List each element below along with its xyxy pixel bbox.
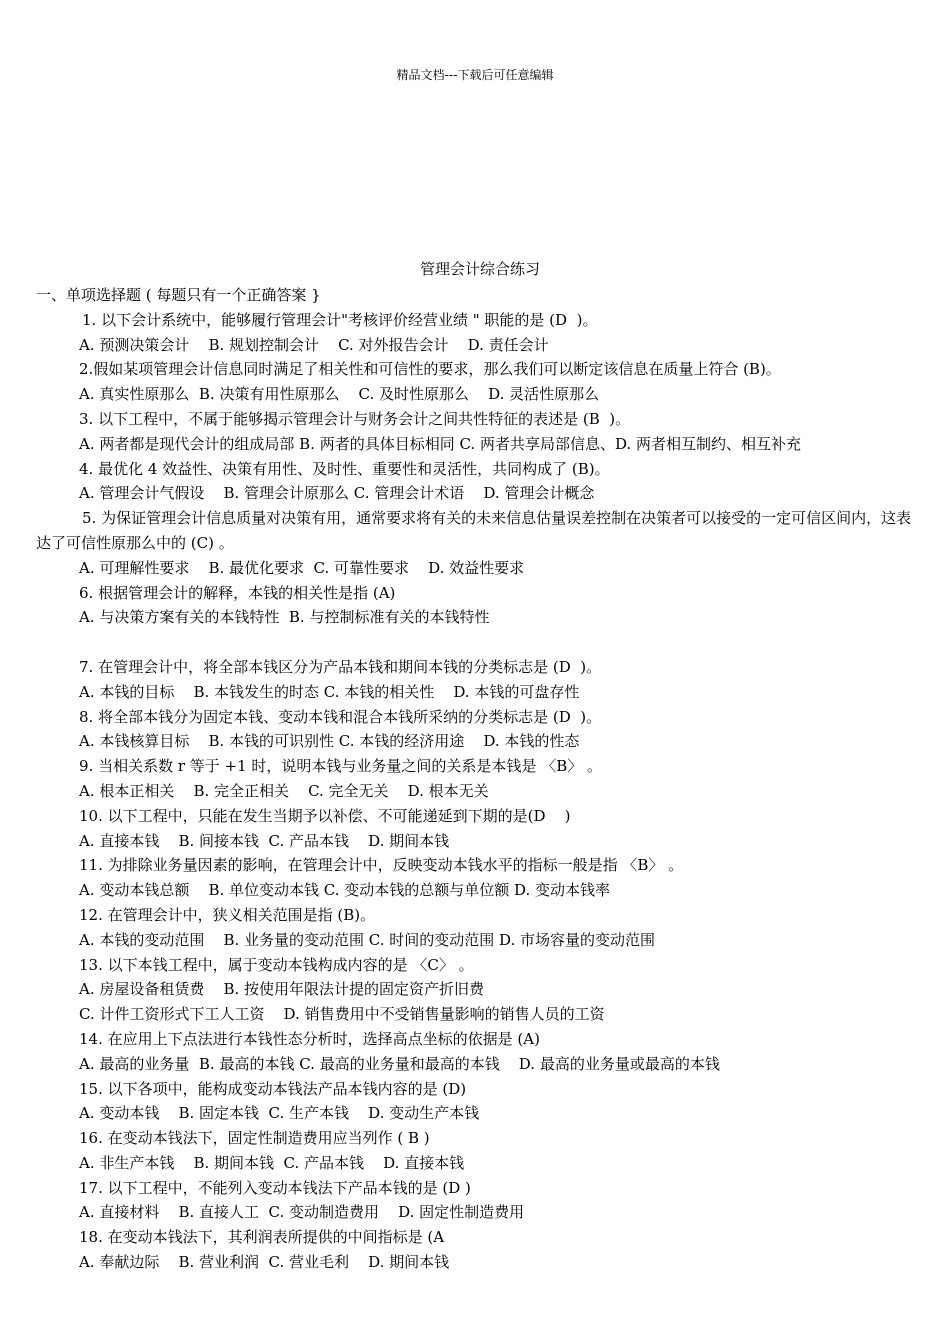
question-paragraph: 5. 为保证管理会计信息质量对决策有用，通常要求将有关的未来信息估量误差控制在决策者可以接受的一定可信区间内，这表达了可信性原那么中的 (C) 。: [36, 509, 912, 552]
question-line: 12. 在管理会计中，狭义相关范围是指 (B)。: [79, 905, 376, 924]
answer-options: A. 直接材料 B. 直接人工 C. 变动制造费用 D. 固定性制造费用: [79, 1203, 525, 1222]
answer-options: A. 真实性原那么 B. 决策有用性原那么 C. 及时性原那么 D. 灵活性原那么: [79, 385, 600, 404]
answer-options: A. 预测决策会计 B. 规划控制会计 C. 对外报告会计 D. 责任会计: [79, 335, 549, 354]
answer-options: A. 管理会计气假设 B. 管理会计原那么 C. 管理会计术语 D. 管理会计概念: [79, 484, 595, 503]
question-line: 9. 当相关系数 r 等于 +1 时，说明本钱与业务量之间的关系是本钱是 〈B〉 。: [79, 757, 602, 776]
answer-options: A. 变动本钱 B. 固定本钱 C. 生产本钱 D. 变动生产本钱: [79, 1104, 480, 1123]
question-line: 14. 在应用上下点法进行本钱性态分析时，选择高点坐标的依据是 (A): [79, 1029, 540, 1048]
document-body: [36, 283, 916, 1275]
answer-options: A. 变动本钱总额 B. 单位变动本钱 C. 变动本钱的总额与单位额 D. 变动本钱率: [79, 881, 611, 900]
answer-options: A. 最高的业务量 B. 最高的本钱 C. 最高的业务量和最高的本钱 D. 最高的业务量或最高的本钱: [79, 1054, 720, 1073]
answer-options: A. 与决策方案有关的本钱特性 B. 与控制标准有关的本钱特性: [79, 608, 490, 627]
question-line: 4. 最优化 4 效益性、决策有用性、及时性、重要性和灵活性，共同构成了 (B)。: [79, 459, 610, 478]
question-line: 2.假如某项管理会计信息同时满足了相关性和可信性的要求，那么我们可以断定该信息在质量上符合 (B)。: [79, 360, 781, 379]
answer-options: A. 可理解性要求 B. 最优化要求 C. 可靠性要求 D. 效益性要求: [79, 558, 525, 577]
answer-options: A. 非生产本钱 B. 期间本钱 C. 产品本钱 D. 直接本钱: [79, 1153, 465, 1172]
answer-options: A. 根本正相关 B. 完全正相关 C. 完全无关 D. 根本无关: [79, 781, 489, 800]
answer-options: A. 直接本钱 B. 间接本钱 C. 产品本钱 D. 期间本钱: [79, 831, 450, 850]
answer-options: A. 奉献边际 B. 营业利润 C. 营业毛利 D. 期间本钱: [79, 1253, 450, 1272]
section-heading: 一、单项选择题 ( 每题只有一个正确答案 }: [36, 286, 321, 304]
question-line: 10. 以下工程中，只能在发生当期予以补偿、不可能递延到下期的是(D ): [79, 806, 571, 825]
page-header: 精品文档---下载后可任意编辑: [396, 68, 554, 82]
answer-options: A. 本钱核算目标 B. 本钱的可识别性 C. 本钱的经济用途 D. 本钱的性态: [79, 732, 580, 751]
answer-options: A. 本钱的目标 B. 本钱发生的时态 C. 本钱的相关性 D. 本钱的可盘存性: [79, 682, 580, 701]
question-line: 1. 以下会计系统中，能够履行管理会计"考核评价经营业绩 " 职能的是 (D )。: [82, 310, 598, 329]
answer-options: A. 房屋设备租赁费 B. 按使用年限法计提的固定资产折旧费: [79, 980, 485, 999]
question-line: 8. 将全部本钱分为固定本钱、变动本钱和混合本钱所采纳的分类标志是 (D )。: [79, 707, 602, 726]
question-line: 7. 在管理会计中，将全部本钱区分为产品本钱和期间本钱的分类标志是 (D )。: [79, 657, 602, 676]
blank-spacer: [36, 630, 916, 655]
question-line: 18. 在变动本钱法下，其利润表所提供的中间指标是 (A: [79, 1228, 445, 1247]
question-line: 6. 根据管理会计的解释，本钱的相关性是指 (A): [79, 583, 396, 602]
question-line: 16. 在变动本钱法下，固定性制造费用应当列作 ( B ): [79, 1129, 430, 1148]
question-line: 15. 以下各项中，能构成变动本钱法产品本钱内容的是 (D): [79, 1079, 467, 1098]
question-line: 11. 为排除业务量因素的影响，在管理会计中，反映变动本钱水平的指标一般是指 〈B〉 。: [79, 856, 684, 875]
question-line: 13. 以下本钱工程中，属于变动本钱构成内容的是 〈C〉 。: [79, 955, 474, 974]
answer-options: A. 本钱的变动范围 B. 业务量的变动范围 C. 时间的变动范围 D. 市场容量的变动范围: [79, 930, 656, 949]
question-line: 3. 以下工程中，不属于能够揭示管理会计与财务会计之间共性特征的表述是 (B )。: [79, 409, 631, 428]
page-title: 管理会计综合练习: [419, 260, 540, 278]
answer-options: A. 两者都是现代会计的组成局部 B. 两者的具体目标相同 C. 两者共享局部信息、D. 两者相互制约、相互补充: [79, 434, 801, 453]
answer-options: C. 计件工资形式下工人工资 D. 销售费用中不受销售量影响的销售人员的工资: [79, 1005, 605, 1024]
question-line: 17. 以下工程中，不能列入变动本钱法下产品本钱的是 (D ): [79, 1178, 471, 1197]
